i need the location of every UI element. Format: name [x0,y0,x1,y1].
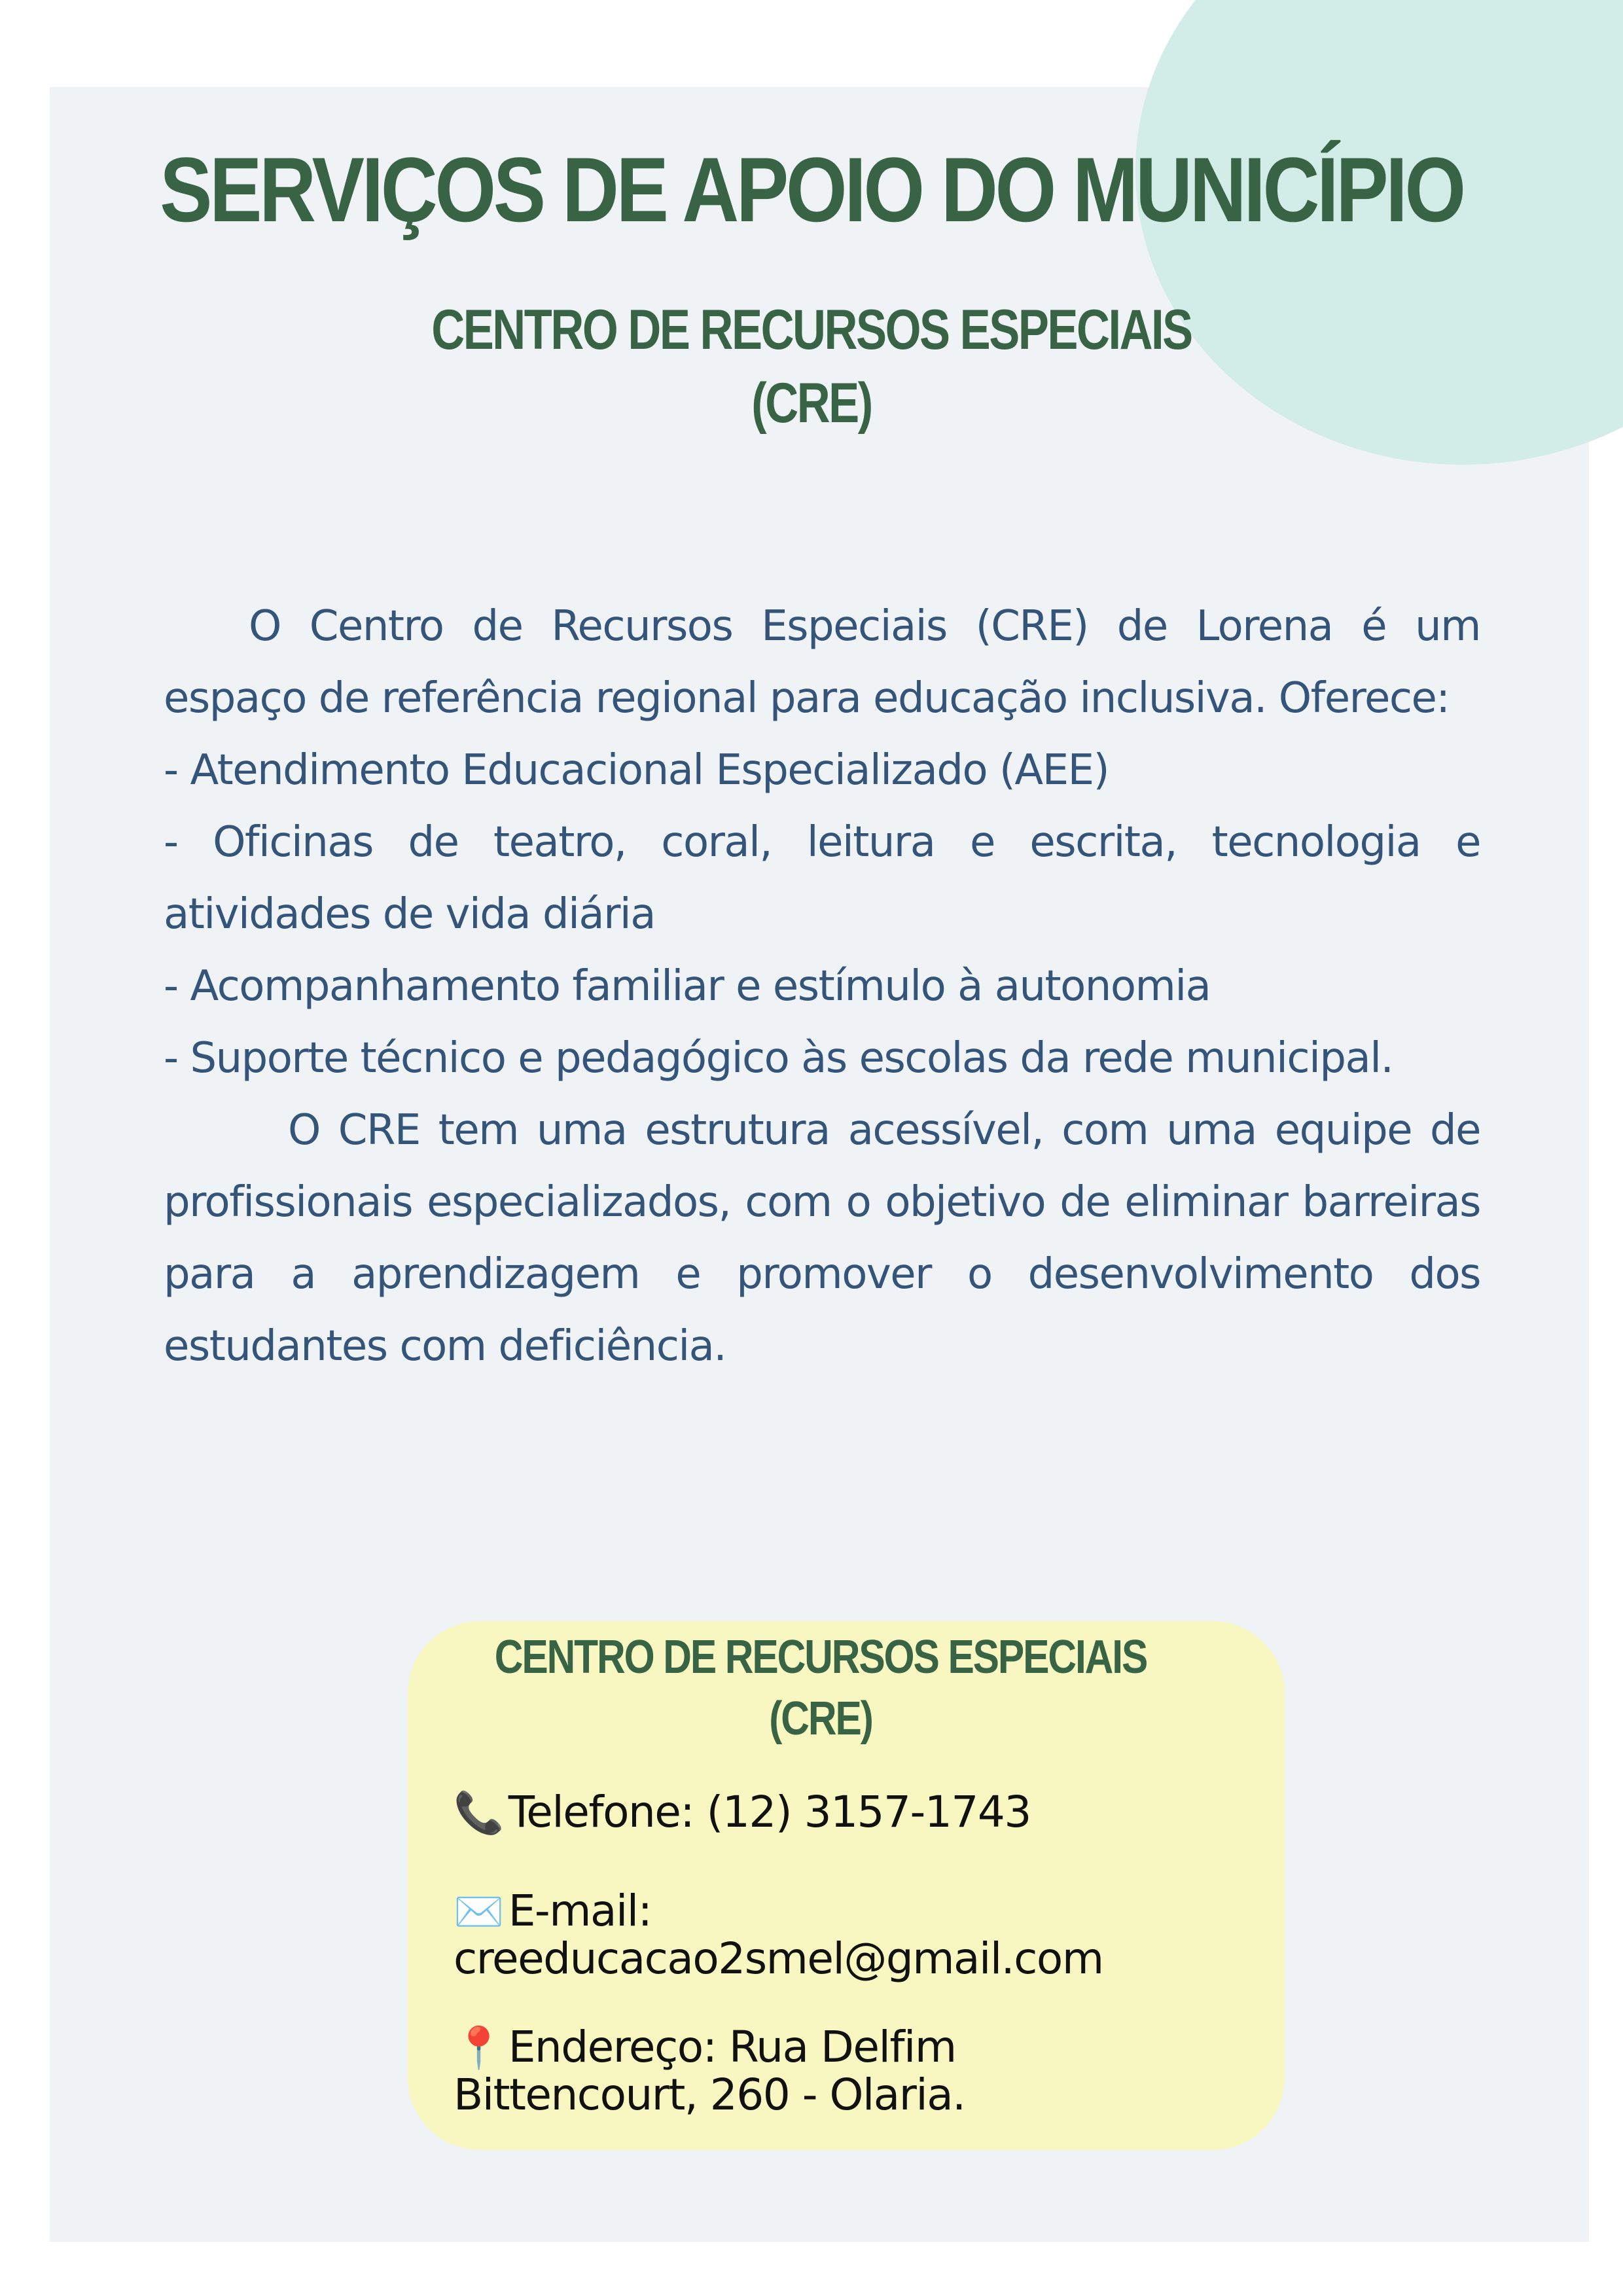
card-title-line-2: (CRE) [769,1693,872,1745]
service-item: - Acompanhamento familiar e estímulo à autonomia [164,962,1211,1011]
service-item: - Oficinas de teatro, coral, leitura e escrita, tecnologia e atividades de vida diária [164,818,1480,939]
description [164,590,1480,1382]
envelope-icon: ✉️ [454,1888,503,1935]
service-item: - Atendimento Educacional Especializado (AEE) [164,746,1109,795]
phone-line [454,1789,1272,1837]
page-title: SERVIÇOS DE APOIO DO MUNICÍPIO [160,138,1463,241]
contact-card-title [474,1626,1168,1749]
service-item: - Suporte técnico e pedagógico às escolas da rede municipal. [164,1034,1393,1083]
address-line-2: Bittencourt, 260 - Olaria. [454,2070,965,2120]
section-subtitle [146,293,1477,440]
card-title-line-1: CENTRO DE RECURSOS ESPECIAIS [494,1631,1147,1683]
intro-paragraph: O Centro de Recursos Especiais (CRE) de Lorena é um espaço de referência regional para educação inclusiva. Oferece: [164,602,1480,723]
map-pin-icon: 📍 [454,2024,503,2072]
subtitle-line-2: (CRE) [751,372,872,435]
phone-text[interactable]: Telefone: (12) 3157-1743 [508,1787,1031,1837]
subtitle-line-1: CENTRO DE RECURSOS ESPECIAIS [431,298,1192,361]
email-line [454,1888,1272,1982]
email-value[interactable]: creeducacao2smel@gmail.com [454,1933,1103,1984]
phone-icon: 📞 [454,1789,503,1837]
address-line [454,2024,1272,2119]
address-line-1: Endereço: Rua Delfim [508,2022,956,2072]
closing-paragraph: O CRE tem uma estrutura acessível, com uma equipe de profissionais especializados, com o objetivo de eliminar barreiras para a aprendizagem e promover o desenvolvimento dos estudantes com deficiência. [164,1106,1480,1371]
email-label: E-mail: [508,1886,652,1936]
